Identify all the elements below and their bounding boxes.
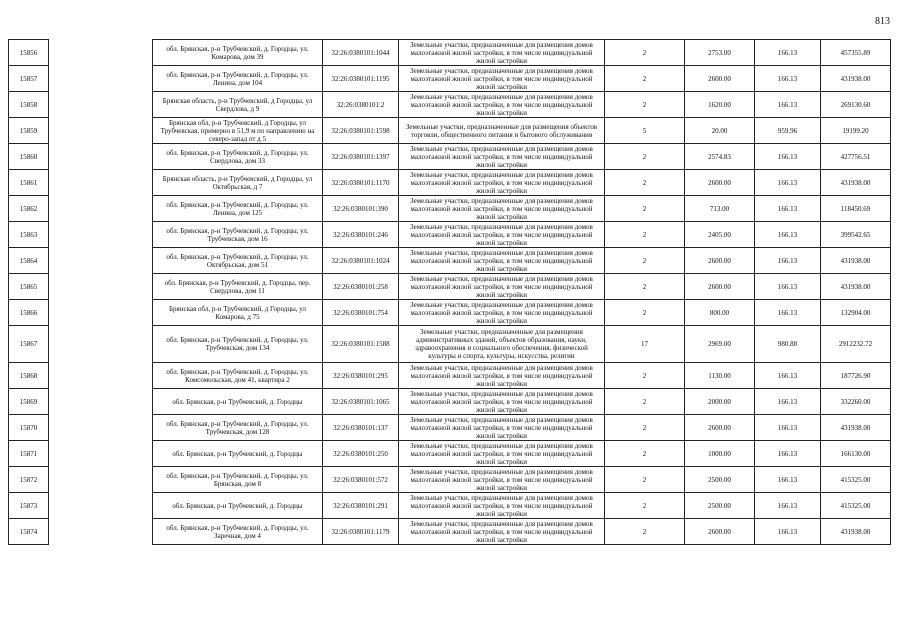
- land-use-cell: Земельные участки, предназначенные для размещения домов малоэтажной жилой застройки, в том числе индивидуальной жилой застройки: [399, 222, 605, 248]
- row-number-cell: 15872: [9, 467, 49, 493]
- land-use-cell: Земельные участки, предназначенные для размещения домов малоэтажной жилой застройки, в том числе индивидуальной жилой застройки: [399, 493, 605, 519]
- row-number-cell: 15870: [9, 415, 49, 441]
- area-cell: 20.00: [685, 118, 755, 144]
- cadastral-value-cell: 415325.00: [821, 467, 891, 493]
- land-use-cell: Земельные участки, предназначенные для размещения административных зданий, объектов образования, науки, здравоохранения и социального обеспечения, физической культуры и спорта, культуры, искусства, религии: [399, 326, 605, 363]
- use-group-cell: 2: [605, 170, 685, 196]
- table-row: [9, 118, 891, 144]
- table-row: [9, 170, 891, 196]
- land-use-cell: Земельные участки, предназначенные для размещения домов малоэтажной жилой застройки, в том числе индивидуальной жилой застройки: [399, 66, 605, 92]
- land-use-cell: Земельные участки, предназначенные для размещения домов малоэтажной жилой застройки, в том числе индивидуальной жилой застройки: [399, 300, 605, 326]
- cadastral-value-cell: 399542.65: [821, 222, 891, 248]
- land-use-cell: Земельные участки, предназначенные для размещения домов малоэтажной жилой застройки, в том числе индивидуальной жилой застройки: [399, 441, 605, 467]
- land-use-cell: Земельные участки, предназначенные для размещения домов малоэтажной жилой застройки, в том числе индивидуальной жилой застройки: [399, 415, 605, 441]
- cadastral-value-cell: 431938.00: [821, 66, 891, 92]
- use-group-cell: 2: [605, 248, 685, 274]
- specific-value-cell: 166.13: [755, 40, 821, 66]
- land-use-cell: Земельные участки, предназначенные для размещения домов малоэтажной жилой застройки, в том числе индивидуальной жилой застройки: [399, 92, 605, 118]
- row-number-cell: 15858: [9, 92, 49, 118]
- specific-value-cell: 166.13: [755, 389, 821, 415]
- cadastral-value-cell: 332260.00: [821, 389, 891, 415]
- address-cell: обл. Брянская, р-н Трубчевский, д. Городцы, ул. Трубчевская, дом 16: [153, 222, 323, 248]
- table-row: [9, 274, 891, 300]
- cadastral-number-cell: 32:26:0380101:754: [323, 300, 399, 326]
- use-group-cell: 2: [605, 300, 685, 326]
- specific-value-cell: 166.13: [755, 196, 821, 222]
- spacer-cell: [49, 274, 153, 300]
- cadastral-number-cell: 32:26:0380101:258: [323, 274, 399, 300]
- spacer-cell: [49, 66, 153, 92]
- spacer-cell: [49, 222, 153, 248]
- spacer-cell: [49, 363, 153, 389]
- cadastral-value-cell: 187726.90: [821, 363, 891, 389]
- cadastral-value-cell: 427756.51: [821, 144, 891, 170]
- row-number-cell: 15873: [9, 493, 49, 519]
- cadastral-number-cell: 32:26:0380101:1588: [323, 326, 399, 363]
- use-group-cell: 2: [605, 196, 685, 222]
- cadastral-value-cell: 431938.00: [821, 170, 891, 196]
- row-number-cell: 15857: [9, 66, 49, 92]
- cadastral-number-cell: 32:26:0380101:295: [323, 363, 399, 389]
- table-row: [9, 248, 891, 274]
- cadastral-number-cell: 32:26:0380101:572: [323, 467, 399, 493]
- table-row: [9, 363, 891, 389]
- cadastral-number-cell: 32:26:0380101:1044: [323, 40, 399, 66]
- area-cell: 2600.00: [685, 170, 755, 196]
- use-group-cell: 17: [605, 326, 685, 363]
- use-group-cell: 2: [605, 40, 685, 66]
- address-cell: обл. Брянская, р-н Трубчевский, д. Городцы, ул. Ленина, дом 104: [153, 66, 323, 92]
- area-cell: 800.00: [685, 300, 755, 326]
- table-row: [9, 222, 891, 248]
- area-cell: 2969.00: [685, 326, 755, 363]
- land-use-cell: Земельные участки, предназначенные для размещения домов малоэтажной жилой застройки, в том числе индивидуальной жилой застройки: [399, 196, 605, 222]
- specific-value-cell: 166.13: [755, 519, 821, 545]
- cadastral-number-cell: 32:26:0380101:390: [323, 196, 399, 222]
- row-number-cell: 15864: [9, 248, 49, 274]
- cadastral-number-cell: 32:26:0380101:291: [323, 493, 399, 519]
- specific-value-cell: 166.13: [755, 274, 821, 300]
- cadastral-number-cell: 32:26:0380101:246: [323, 222, 399, 248]
- cadastral-number-cell: 32:26:0380101:1179: [323, 519, 399, 545]
- spacer-cell: [49, 196, 153, 222]
- address-cell: обл. Брянская, р-н Трубчевский, д. Городцы, ул. Брянская, дом 8: [153, 467, 323, 493]
- cadastral-value-cell: 431938.00: [821, 274, 891, 300]
- use-group-cell: 2: [605, 493, 685, 519]
- spacer-cell: [49, 300, 153, 326]
- cadastral-number-cell: 32:26:0380101:137: [323, 415, 399, 441]
- area-cell: 2753.00: [685, 40, 755, 66]
- row-number-cell: 15862: [9, 196, 49, 222]
- specific-value-cell: 166.13: [755, 363, 821, 389]
- page-number: 813: [875, 16, 890, 27]
- use-group-cell: 2: [605, 441, 685, 467]
- table-row: [9, 326, 891, 363]
- area-cell: 2600.00: [685, 66, 755, 92]
- address-cell: обл. Брянская, р-н Трубчевский, д. Городцы: [153, 493, 323, 519]
- address-cell: обл. Брянская, р-н Трубчевский, д. Городцы: [153, 441, 323, 467]
- specific-value-cell: 166.13: [755, 144, 821, 170]
- cadastral-value-cell: 431938.00: [821, 415, 891, 441]
- table-row: [9, 493, 891, 519]
- area-cell: 2600.00: [685, 415, 755, 441]
- spacer-cell: [49, 467, 153, 493]
- cadastral-number-cell: 32:26:0380101:1598: [323, 118, 399, 144]
- specific-value-cell: 166.13: [755, 441, 821, 467]
- use-group-cell: 2: [605, 144, 685, 170]
- area-cell: 1000.00: [685, 441, 755, 467]
- row-number-cell: 15861: [9, 170, 49, 196]
- land-registry-table: [8, 39, 891, 545]
- row-number-cell: 15856: [9, 40, 49, 66]
- row-number-cell: 15863: [9, 222, 49, 248]
- spacer-cell: [49, 493, 153, 519]
- land-use-cell: Земельные участки, предназначенные для размещения домов малоэтажной жилой застройки, в том числе индивидуальной жилой застройки: [399, 274, 605, 300]
- specific-value-cell: 166.13: [755, 66, 821, 92]
- cadastral-number-cell: 32:26:0380101:1195: [323, 66, 399, 92]
- specific-value-cell: 166.13: [755, 467, 821, 493]
- use-group-cell: 2: [605, 467, 685, 493]
- address-cell: Брянская область, р-н Трубчевский, д Городцы, ул Свердлова, д 9: [153, 92, 323, 118]
- spacer-cell: [49, 118, 153, 144]
- spacer-cell: [49, 144, 153, 170]
- address-cell: Брянская обл, р-н Трубчевский, д Городцы, ул Комарова, д 75: [153, 300, 323, 326]
- address-cell: обл. Брянская, р-н Трубчевский, д. Городцы, ул. Комсомольская, дом 41, квартира 2: [153, 363, 323, 389]
- table-body: [9, 40, 891, 545]
- specific-value-cell: 166.13: [755, 493, 821, 519]
- specific-value-cell: 166.13: [755, 415, 821, 441]
- use-group-cell: 5: [605, 118, 685, 144]
- row-number-cell: 15871: [9, 441, 49, 467]
- table-row: [9, 441, 891, 467]
- land-use-cell: Земельные участки, предназначенные для размещения домов малоэтажной жилой застройки, в том числе индивидуальной жилой застройки: [399, 363, 605, 389]
- spacer-cell: [49, 519, 153, 545]
- spacer-cell: [49, 40, 153, 66]
- address-cell: обл. Брянская, р-н Трубчевский, д. Городцы, ул. Октябрьская, дом 51: [153, 248, 323, 274]
- address-cell: обл. Брянская, р-н Трубчевский, д. Городцы, ул. Комарова, дом 39: [153, 40, 323, 66]
- land-use-cell: Земельные участки, предназначенные для размещения домов малоэтажной жилой застройки, в том числе индивидуальной жилой застройки: [399, 40, 605, 66]
- use-group-cell: 2: [605, 389, 685, 415]
- use-group-cell: 2: [605, 92, 685, 118]
- spacer-cell: [49, 92, 153, 118]
- spacer-cell: [49, 441, 153, 467]
- use-group-cell: 2: [605, 222, 685, 248]
- row-number-cell: 15860: [9, 144, 49, 170]
- address-cell: обл. Брянская, р-н Трубчевский, д. Городцы, ул. Трубчевская, дом 128: [153, 415, 323, 441]
- area-cell: 2500.00: [685, 493, 755, 519]
- cadastral-value-cell: 415325.00: [821, 493, 891, 519]
- spacer-cell: [49, 326, 153, 363]
- row-number-cell: 15869: [9, 389, 49, 415]
- area-cell: 713.00: [685, 196, 755, 222]
- area-cell: 2574.83: [685, 144, 755, 170]
- area-cell: 2600.00: [685, 274, 755, 300]
- land-use-cell: Земельные участки, предназначенные для размещения домов малоэтажной жилой застройки, в том числе индивидуальной жилой застройки: [399, 467, 605, 493]
- specific-value-cell: 166.13: [755, 170, 821, 196]
- address-cell: обл. Брянская, р-н Трубчевский, д. Городцы, ул. Заречная, дом 4: [153, 519, 323, 545]
- cadastral-number-cell: 32:26:0380101:1065: [323, 389, 399, 415]
- address-cell: обл. Брянская, р-н Трубчевский, д. Городцы, ул. Трубчевская, дом 134: [153, 326, 323, 363]
- cadastral-value-cell: 132904.00: [821, 300, 891, 326]
- table-row: [9, 300, 891, 326]
- table-row: [9, 519, 891, 545]
- row-number-cell: 15867: [9, 326, 49, 363]
- specific-value-cell: 166.13: [755, 248, 821, 274]
- address-cell: Брянская область, р-н Трубчевский, д Городцы, ул Октябрьская, д 7: [153, 170, 323, 196]
- row-number-cell: 15868: [9, 363, 49, 389]
- row-number-cell: 15865: [9, 274, 49, 300]
- cadastral-number-cell: 32:26:0380101:2: [323, 92, 399, 118]
- area-cell: 1130.00: [685, 363, 755, 389]
- address-cell: обл. Брянская, р-н Трубчевский, д. Городцы: [153, 389, 323, 415]
- area-cell: 2500.00: [685, 467, 755, 493]
- row-number-cell: 15874: [9, 519, 49, 545]
- land-use-cell: Земельные участки, предназначенные для размещения объектов торговли, общественного питания и бытового обслуживания: [399, 118, 605, 144]
- cadastral-value-cell: 166130.00: [821, 441, 891, 467]
- cadastral-value-cell: 457355.89: [821, 40, 891, 66]
- table-row: [9, 144, 891, 170]
- land-use-cell: Земельные участки, предназначенные для размещения домов малоэтажной жилой застройки, в том числе индивидуальной жилой застройки: [399, 170, 605, 196]
- cadastral-number-cell: 32:26:0380101:1397: [323, 144, 399, 170]
- use-group-cell: 2: [605, 415, 685, 441]
- address-cell: обл. Брянская, р-н Трубчевский, д. Городцы, пер. Свердлова, дом 11: [153, 274, 323, 300]
- cadastral-value-cell: 118450.69: [821, 196, 891, 222]
- land-use-cell: Земельные участки, предназначенные для размещения домов малоэтажной жилой застройки, в том числе индивидуальной жилой застройки: [399, 389, 605, 415]
- cadastral-value-cell: 2912232.72: [821, 326, 891, 363]
- address-cell: обл. Брянская, р-н Трубчевский, д. Городцы, ул. Ленина, дом 125: [153, 196, 323, 222]
- address-cell: обл. Брянская, р-н Трубчевский, д. Городцы, ул. Свердлова, дом 33: [153, 144, 323, 170]
- row-number-cell: 15859: [9, 118, 49, 144]
- land-use-cell: Земельные участки, предназначенные для размещения домов малоэтажной жилой застройки, в том числе индивидуальной жилой застройки: [399, 144, 605, 170]
- spacer-cell: [49, 389, 153, 415]
- table-row: [9, 467, 891, 493]
- cadastral-value-cell: 431938.00: [821, 248, 891, 274]
- specific-value-cell: 959.96: [755, 118, 821, 144]
- use-group-cell: 2: [605, 519, 685, 545]
- use-group-cell: 2: [605, 274, 685, 300]
- land-use-cell: Земельные участки, предназначенные для размещения домов малоэтажной жилой застройки, в том числе индивидуальной жилой застройки: [399, 519, 605, 545]
- specific-value-cell: 166.13: [755, 222, 821, 248]
- area-cell: 2600.00: [685, 519, 755, 545]
- land-use-cell: Земельные участки, предназначенные для размещения домов малоэтажной жилой застройки, в том числе индивидуальной жилой застройки: [399, 248, 605, 274]
- cadastral-value-cell: 269130.60: [821, 92, 891, 118]
- table-row: [9, 66, 891, 92]
- table-row: [9, 389, 891, 415]
- specific-value-cell: 980.88: [755, 326, 821, 363]
- spacer-cell: [49, 415, 153, 441]
- row-number-cell: 15866: [9, 300, 49, 326]
- cadastral-number-cell: 32:26:0380101:1170: [323, 170, 399, 196]
- table-row: [9, 92, 891, 118]
- table-row: [9, 196, 891, 222]
- use-group-cell: 2: [605, 66, 685, 92]
- spacer-cell: [49, 170, 153, 196]
- area-cell: 1620.00: [685, 92, 755, 118]
- area-cell: 2600.00: [685, 248, 755, 274]
- cadastral-value-cell: 431938.00: [821, 519, 891, 545]
- table-row: [9, 415, 891, 441]
- spacer-cell: [49, 248, 153, 274]
- area-cell: 2000.00: [685, 389, 755, 415]
- use-group-cell: 2: [605, 363, 685, 389]
- table-row: [9, 40, 891, 66]
- cadastral-number-cell: 32:26:0380101:1024: [323, 248, 399, 274]
- cadastral-number-cell: 32:26:0380101:250: [323, 441, 399, 467]
- address-cell: Брянская обл, р-н Трубчевский, д Городцы, ул Трубчевская, примерно в 51,9 м по направлению на северо-запад от д 5: [153, 118, 323, 144]
- specific-value-cell: 166.13: [755, 300, 821, 326]
- area-cell: 2405.00: [685, 222, 755, 248]
- cadastral-value-cell: 19199.20: [821, 118, 891, 144]
- specific-value-cell: 166.13: [755, 92, 821, 118]
